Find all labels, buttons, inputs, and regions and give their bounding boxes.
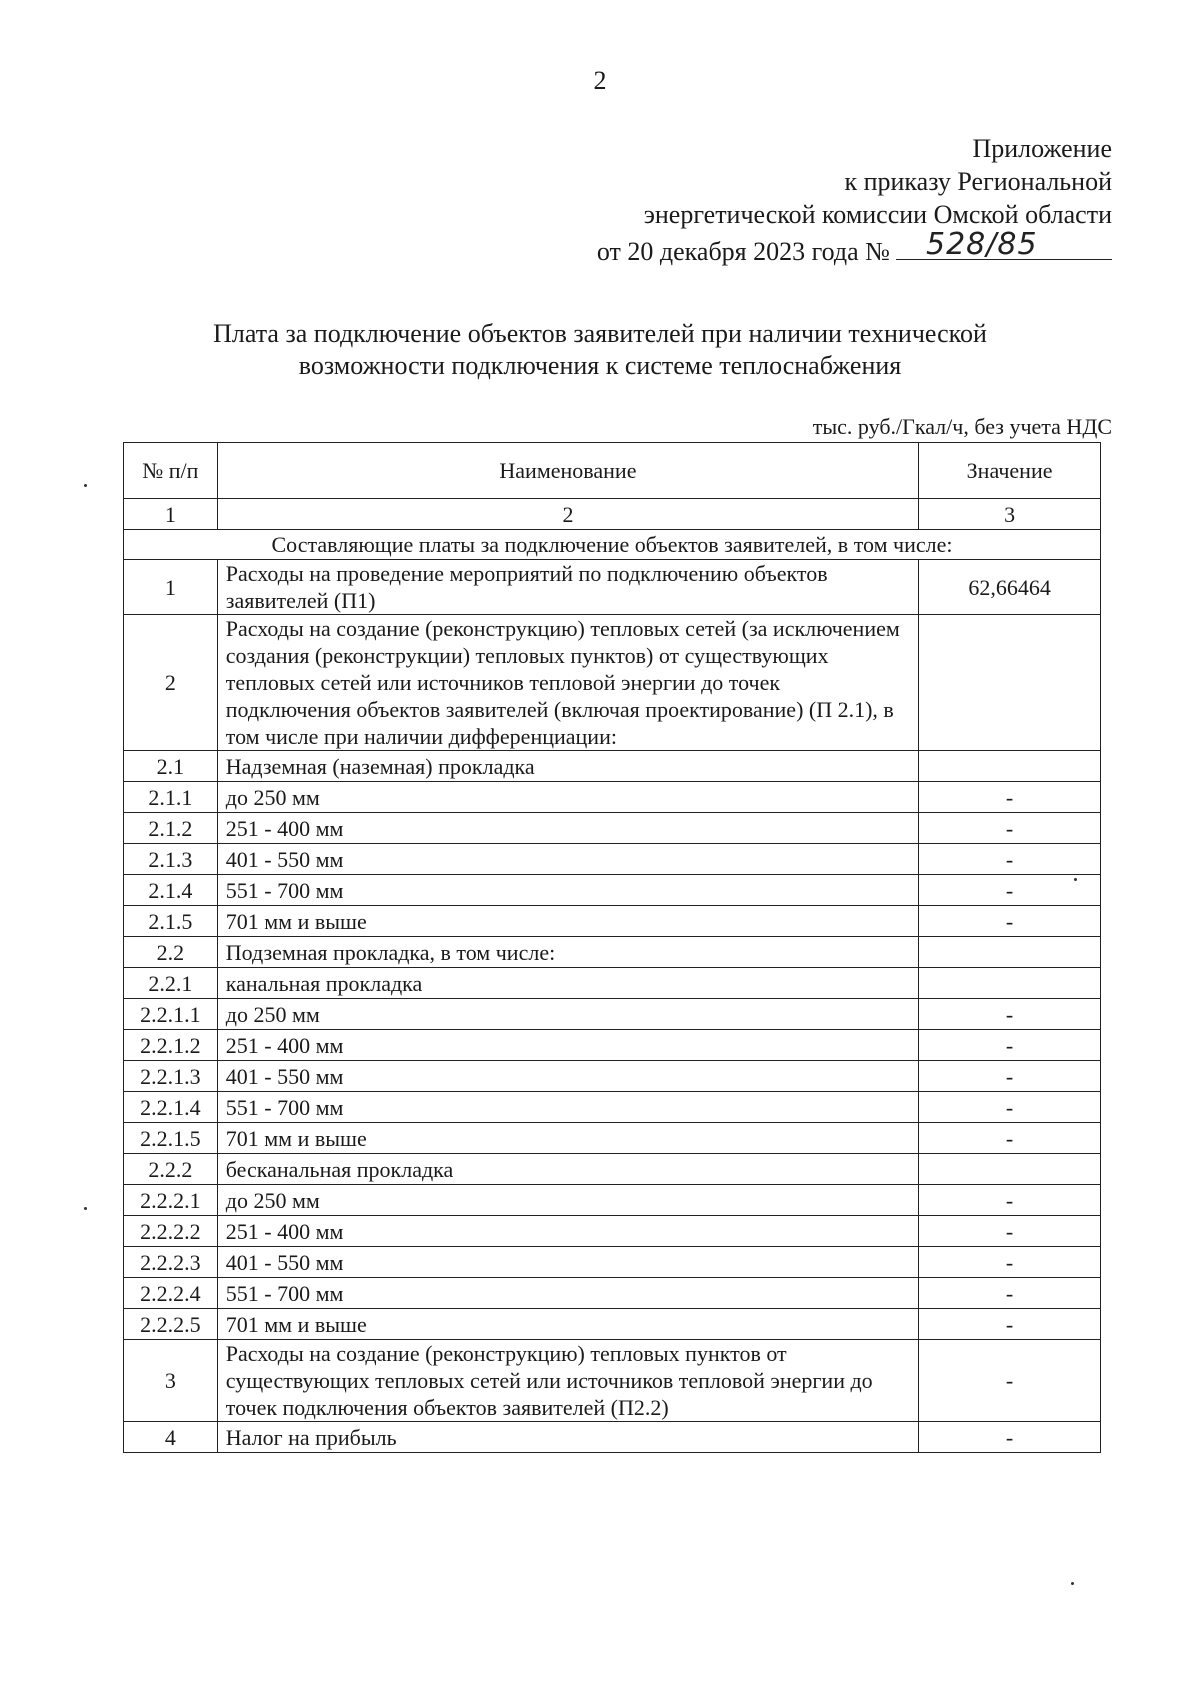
row-name: до 250 мм [217, 1185, 918, 1216]
row-number: 1 [124, 560, 218, 615]
row-name: 401 - 550 мм [217, 844, 918, 875]
table-row [124, 999, 1101, 1030]
table-row [124, 875, 1101, 906]
row-name: 251 - 400 мм [217, 1216, 918, 1247]
row-number: 2.2.1.3 [124, 1061, 218, 1092]
row-number: 2.2.1 [124, 968, 218, 999]
row-value: - [919, 1216, 1101, 1247]
row-name: 701 мм и выше [217, 1123, 918, 1154]
table-row [124, 560, 1101, 615]
table-row [124, 1247, 1101, 1278]
column-number-row [124, 499, 1101, 530]
header-num: № п/п [124, 443, 218, 499]
table-row [124, 615, 1101, 751]
row-name: Расходы на проведение мероприятий по подключению объектов заявителей (П1) [217, 560, 918, 615]
table-row [124, 1123, 1101, 1154]
appendix-line-3: энергетической комиссии Омской области [643, 200, 1112, 229]
row-name: Надземная (наземная) прокладка [217, 751, 918, 782]
row-name: 551 - 700 мм [217, 1092, 918, 1123]
row-number: 2.2.2.3 [124, 1247, 218, 1278]
row-value [919, 751, 1101, 782]
order-number-line [896, 227, 1112, 262]
row-number: 2.1.3 [124, 844, 218, 875]
row-value: - [919, 1247, 1101, 1278]
page-number: 2 [593, 66, 607, 95]
row-number: 2.1.5 [124, 906, 218, 937]
units-note: тыс. руб./Гкал/ч, без учета НДС [812, 414, 1112, 439]
row-number: 2.2.2.4 [124, 1278, 218, 1309]
appendix-block [597, 132, 1112, 268]
table-row [124, 1061, 1101, 1092]
row-name: до 250 мм [217, 782, 918, 813]
table-row [124, 906, 1101, 937]
row-name: 401 - 550 мм [217, 1247, 918, 1278]
table-row [124, 782, 1101, 813]
row-value: - [919, 999, 1101, 1030]
table-row [124, 1340, 1101, 1422]
row-number: 2.2.1.5 [124, 1123, 218, 1154]
row-name: Налог на прибыль [217, 1422, 918, 1453]
row-value: - [919, 844, 1101, 875]
header-name: Наименование [217, 443, 918, 499]
column-number: 1 [124, 499, 218, 530]
row-name: 701 мм и выше [217, 906, 918, 937]
row-value: - [919, 1030, 1101, 1061]
row-number: 2.2.2 [124, 1154, 218, 1185]
row-name: канальная прокладка [217, 968, 918, 999]
appendix-line-1: Приложение [972, 134, 1112, 163]
row-name: 551 - 700 мм [217, 875, 918, 906]
row-name: до 250 мм [217, 999, 918, 1030]
row-number: 3 [124, 1340, 218, 1422]
row-value: - [919, 906, 1101, 937]
scan-speck [84, 484, 87, 487]
row-value: - [919, 782, 1101, 813]
row-name: Подземная прокладка, в том числе: [217, 937, 918, 968]
column-number: 2 [217, 499, 918, 530]
row-number: 2.1.2 [124, 813, 218, 844]
table-row [124, 968, 1101, 999]
row-name: 251 - 400 мм [217, 1030, 918, 1061]
appendix-line-2: к приказу Региональной [844, 167, 1112, 196]
row-number: 2.2.1.2 [124, 1030, 218, 1061]
section-label: Составляющие платы за подключение объектов заявителей, в том числе: [124, 530, 1101, 560]
title-line-1: Плата за подключение объектов заявителей при наличии технической [213, 319, 987, 348]
table-row [124, 751, 1101, 782]
row-value: - [919, 1185, 1101, 1216]
row-number: 2.2.2.2 [124, 1216, 218, 1247]
row-number: 2.1 [124, 751, 218, 782]
row-value: - [919, 1061, 1101, 1092]
row-value: - [919, 1092, 1101, 1123]
scan-speck [1071, 1582, 1074, 1585]
row-name: бесканальная прокладка [217, 1154, 918, 1185]
row-number: 2.2.2.5 [124, 1309, 218, 1340]
appendix-line-4 [596, 227, 1112, 268]
row-number: 2 [124, 615, 218, 751]
row-number: 2.1.4 [124, 875, 218, 906]
row-value [919, 1154, 1101, 1185]
order-date: от 20 декабря 2023 года № [596, 237, 890, 266]
table-row [124, 844, 1101, 875]
row-value: - [919, 1340, 1101, 1422]
table-row [124, 1278, 1101, 1309]
row-number: 2.2.2.1 [124, 1185, 218, 1216]
column-number: 3 [919, 499, 1101, 530]
row-value: - [919, 875, 1101, 906]
table-row [124, 813, 1101, 844]
table-row [124, 1185, 1101, 1216]
table-row [124, 1422, 1101, 1453]
row-number: 2.2 [124, 937, 218, 968]
table-row [124, 1030, 1101, 1061]
row-name: 551 - 700 мм [217, 1278, 918, 1309]
row-number: 2.1.1 [124, 782, 218, 813]
row-name: 401 - 550 мм [217, 1061, 918, 1092]
row-number: 2.2.1.4 [124, 1092, 218, 1123]
fee-table [123, 442, 1101, 1453]
row-name: 251 - 400 мм [217, 813, 918, 844]
table-row [124, 937, 1101, 968]
row-value: - [919, 1309, 1101, 1340]
row-number: 4 [124, 1422, 218, 1453]
table-row [124, 1309, 1101, 1340]
scan-speck [84, 1207, 87, 1210]
row-value: - [919, 1422, 1101, 1453]
row-value: - [919, 813, 1101, 844]
row-value: - [919, 1278, 1101, 1309]
row-value: - [919, 1123, 1101, 1154]
order-number-handwritten: 528/85 [926, 227, 1038, 262]
row-name: 701 мм и выше [217, 1309, 918, 1340]
document-title [0, 318, 1200, 382]
row-value [919, 968, 1101, 999]
scan-speck [1074, 878, 1077, 881]
table-row [124, 1216, 1101, 1247]
row-value [919, 937, 1101, 968]
row-value: 62,66464 [919, 560, 1101, 615]
title-line-2: возможности подключения к системе теплоснабжения [298, 351, 902, 380]
row-name: Расходы на создание (реконструкцию) тепловых сетей (за исключением создания (реконструкции) тепловых пунктов) от существующих тепловых сетей или источников тепловой энергии до точек подключения объектов заявителей (включая проектирование) (П 2.1), в том числе при наличии дифференциации: [217, 615, 918, 751]
row-name: Расходы на создание (реконструкцию) тепловых пунктов от существующих тепловых сетей или источников тепловой энергии до точек подключения объектов заявителей (П2.2) [217, 1340, 918, 1422]
table-row [124, 1154, 1101, 1185]
row-value [919, 615, 1101, 751]
header-value: Значение [919, 443, 1101, 499]
table-header-row [124, 443, 1101, 499]
table-row [124, 1092, 1101, 1123]
row-number: 2.2.1.1 [124, 999, 218, 1030]
section-row [124, 530, 1101, 560]
